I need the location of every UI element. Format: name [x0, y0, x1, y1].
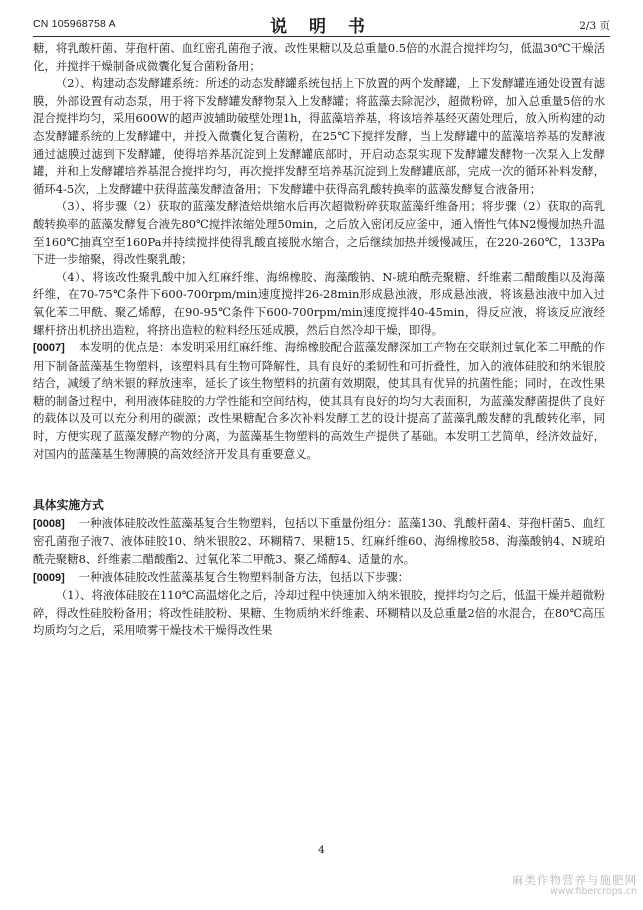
page-header — [33, 10, 610, 37]
section-spacer — [33, 463, 605, 481]
paragraph-0009 — [33, 569, 605, 588]
watermark-url: www.fibercrops.cn — [550, 886, 637, 897]
paragraph-text: 本发明的优点是：本发明采用红麻纤维、海绵橡胶配合蓝藻发酵深加工产物在交联剂过氧化苯二甲酰的作用下制备蓝藻基生物塑料，该塑料具有生物可降解性，具有良好的柔韧性和可折叠性，加入的液体硅胶和纳米银胶结合，减缓了纳米银的释放速率，延长了该生物塑料的抗菌有效期限，使其具有优异的抗菌性能；同时，在改性果糖的制备过程中，利用液体硅胶的力学性能和空间结构，使其具有良好的均匀大表面积，为蓝藻发酵菌提供了良好的载体以及可以充分利用的碳源；改性果糖配合多次补料发酵工艺的设计提高了蓝藻乳酸发酵的乳酸转化率，同时，方便实现了蓝藻发酵产物的分离，为蓝藻基生物塑料的高效生产提供了基础。本发明工艺简单，经济效益好，对国内的蓝藻基生物薄膜的高效经济开发具有重要意义。 — [33, 340, 605, 461]
paragraph-step-1: （1）、将液体硅胶在110℃高温熔化之后，冷却过程中快速加入纳米银胶，搅拌均匀之后，低温干燥并超微粉碎，得改性硅胶粉备用；将改性硅胶粉、果糖、生物质纳米纤维素、环糊精以及总重量2倍的水混合，在80℃高压均质均匀之后，采用喷雾干燥技术干燥得改性果 — [33, 588, 605, 638]
site-watermark — [512, 874, 637, 898]
paragraph-step-2: （2）、构建动态发酵罐系统：所述的动态发酵罐系统包括上下放置的两个发酵罐，上下发酵罐连通处设置有滤膜，外部设置有动态泵，用于将下发酵罐发酵物泵入上发酵罐；将蓝藻去除泥沙，超微粉碎，加入总重量5倍的水混合搅拌均匀，采用600W的超声波辅助破壁处理1h，得蓝藻培养基，将该培养基经灭菌处理后，放入所构建的动态发酵罐系统的上发酵罐中，并投入微囊化复合菌粉，在25℃下搅拌发酵，当上发酵罐中的蓝藻培养基的发酵液通过滤膜过滤到下发酵罐，使得培养基沉淀到上发酵罐底部时，开启动态泵实现下发酵罐发酵物一次泵入上发酵罐，并和上发酵罐培养基混合搅拌均匀，再次搅拌发酵至培养基沉淀到上发酵罐底部，完成一次的循环补料发酵，循环4-5次，上发酵罐中获得蓝藻发酵渣备用；下发酵罐中获得高乳酸转换率的蓝藻发酵复合液备用； — [33, 76, 606, 196]
paragraph-continuation: 糖，将乳酸杆菌、芽孢杆菌、血红密孔菌孢子液、改性果糖以及总重量0.5倍的水混合搅拌均匀，低温30℃干燥活化，并搅拌干燥制备成微囊化复合菌粉备用； — [33, 41, 605, 73]
document-title: 说 明 书 — [270, 17, 373, 37]
paragraph-text: 一种液体硅胶改性蓝藻基复合生物塑料制备方法，包括以下步骤： — [78, 569, 410, 584]
paragraph-step-4: （4）、将该改性聚乳酸中加入红麻纤维、海绵橡胶、海藻酸钠、N-琥珀酰壳聚糖、纤维素二醋酸酯以及海藻纤维，在70-75℃条件下600-700rpm/min速度搅拌26-28min形成悬浊液，形成悬浊液，将该悬浊液中加入过氧化苯二甲酰、聚乙烯醇，在90-95℃条件下600-700rpm/min速度搅拌40-45min，得反应液，将该反应液经螺杆挤出机挤出造粒，将挤出造粒的粒料经压延成膜，然后自然冷却干燥，即得。 — [33, 269, 605, 337]
publication-number: CN 105968758 A — [33, 18, 116, 30]
page-number: 4 — [318, 844, 325, 856]
page-indicator: 2/3 页 — [579, 20, 610, 32]
document-body — [33, 40, 605, 640]
paragraph-0007 — [33, 339, 605, 463]
paragraph-step-3: （3）、将步骤（2）获取的蓝藻发酵渣焙烘缩水后再次超微粉碎获取蓝藻纤维备用；将步骤（2）获取的高乳酸转换率的蓝藻发酵复合液先80℃搅拌浓缩处理50min，之后放入密闭反应釜中，通入惰性气体N2慢慢加热升温至160℃抽真空至160Pa并持续搅拌使得乳酸直接脱水缩合，之后继续加热并缓慢减压，在220-260℃，133Pa下进一步缩聚，得改性聚乳酸； — [33, 199, 605, 267]
paragraph-number: [0009] — [33, 571, 65, 584]
paragraph-number: [0008] — [33, 517, 65, 530]
section-heading: 具体实施方式 — [33, 498, 104, 513]
watermark-site-name: 麻类作物营养与施肥网 — [512, 873, 637, 887]
paragraph-number: [0007] — [33, 342, 65, 355]
paragraph-text: 一种液体硅胶改性蓝藻基复合生物塑料，包括以下重量份组分：蓝藻130、乳酸杆菌4、芽孢杆菌5、血红密孔菌孢子液7、液体硅胶10、纳米银胶2、环糊精7、果糖15、红麻纤维60、海绵橡胶58、海藻酸钠4、N琥珀酰壳聚糖8、纤维素二醋酸酯2、过氧化苯二甲酰3、聚乙烯醇4、适量的水。 — [33, 515, 605, 567]
paragraph-0008 — [33, 515, 605, 569]
